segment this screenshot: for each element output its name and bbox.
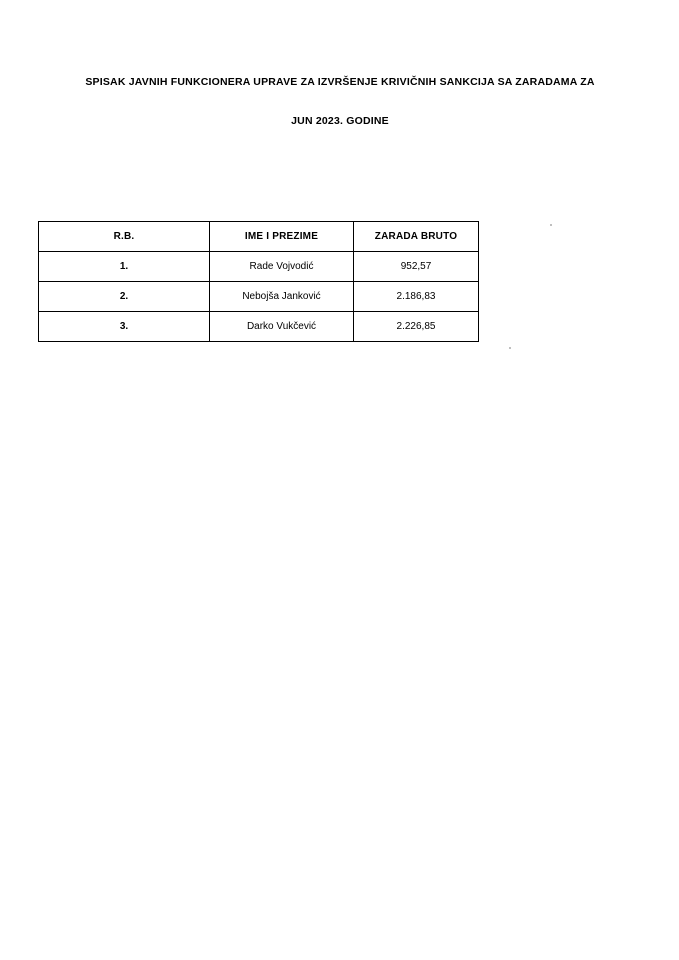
scan-artifact — [550, 224, 552, 226]
table-cell-name: Darko Vukčević — [210, 312, 354, 342]
table-cell-rb: 3. — [39, 312, 210, 342]
table-cell-name: Rade Vojvodić — [210, 252, 354, 282]
table-header-row — [39, 222, 479, 252]
document-title-line-2: JUN 2023. GODINE — [291, 114, 389, 127]
document-title — [60, 76, 620, 127]
table-cell-name: Nebojša Janković — [210, 282, 354, 312]
table-row — [39, 312, 479, 342]
table-cell-amount: 2.186,83 — [354, 282, 479, 312]
table-row — [39, 252, 479, 282]
document-title-line-1: SPISAK JAVNIH FUNKCIONERA UPRAVE ZA IZVRŠENJE KRIVIČNIH SANKCIJA SA ZARADAMA ZA — [85, 76, 595, 88]
table-cell-rb: 2. — [39, 282, 210, 312]
scan-artifact — [509, 347, 511, 349]
table-header-name: IME I PREZIME — [210, 222, 354, 252]
table-header-amount: ZARADA BRUTO — [354, 222, 479, 252]
table-row — [39, 282, 479, 312]
table-cell-amount: 2.226,85 — [354, 312, 479, 342]
table-cell-rb: 1. — [39, 252, 210, 282]
salary-table — [38, 221, 479, 342]
table-header-rb: R.B. — [39, 222, 210, 252]
table-cell-amount: 952,57 — [354, 252, 479, 282]
